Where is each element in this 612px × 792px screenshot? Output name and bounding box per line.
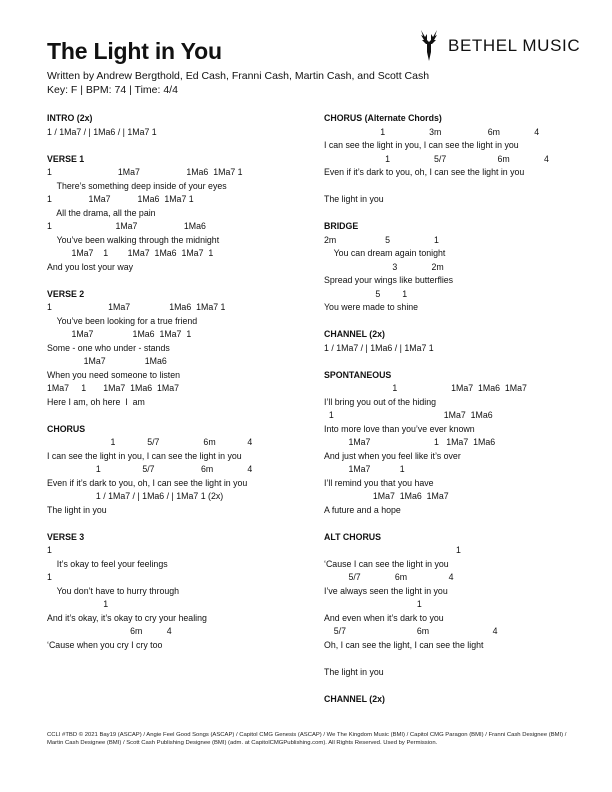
- left-column: [47, 112, 297, 666]
- section-verse-1: [47, 153, 297, 275]
- chord-line: 1 5/7 6m 4: [47, 464, 253, 474]
- section-chorus-alternate-chords: [324, 112, 584, 207]
- lyric-line: The light in you: [324, 194, 384, 204]
- lyric-line: You don’t have to hurry through: [47, 585, 180, 596]
- section-intro-2x: [47, 112, 297, 139]
- section-heading: CHORUS: [47, 423, 86, 434]
- lyric-line: Here I am, oh here I am: [47, 396, 145, 407]
- lyric-line: A future and a hope: [324, 504, 401, 515]
- lyric-line: I can see the light in you, I can see the light in you: [324, 140, 519, 150]
- lyric-line: You’ve been walking through the midnight: [47, 234, 220, 245]
- chord-line: 1 5/7 6m 4: [324, 153, 549, 164]
- lyric-line: There’s something deep inside of your eyes: [47, 180, 227, 191]
- section-heading: BRIDGE: [324, 221, 359, 231]
- section-spontaneous: [324, 369, 584, 518]
- chord-line: 3 2m: [324, 261, 444, 272]
- chord-line: 1Ma7 1 1Ma7 1Ma6 1Ma7 1: [47, 248, 214, 258]
- section-heading: CHANNEL (2x): [324, 693, 385, 704]
- section-heading: VERSE 3: [47, 531, 85, 542]
- section-bridge: [324, 220, 584, 315]
- lyric-line: And just when you feel like it’s over: [324, 450, 461, 461]
- section-alt-chorus: [324, 531, 584, 680]
- section-chorus: [47, 423, 297, 518]
- right-column: [324, 112, 584, 720]
- chord-line: 1 1Ma7 1Ma6 1Ma7 1: [47, 194, 194, 204]
- lyric-line: Even if it’s dark to you, oh, I can see the light in you: [47, 477, 248, 488]
- chord-line: 1 / 1Ma7 / | 1Ma6 / | 1Ma7 1: [324, 342, 434, 353]
- lyric-line: [324, 180, 584, 194]
- section-verse-3: [47, 531, 297, 653]
- lyric-line: When you need someone to listen: [47, 369, 181, 380]
- chord-line: 5 1: [324, 288, 408, 299]
- deer-head-icon: [418, 28, 440, 64]
- chord-line: 2m 5 1: [324, 234, 439, 245]
- chord-line: 1 3m 6m 4: [324, 126, 540, 137]
- lyric-line: Some - one who under - stands: [47, 342, 170, 353]
- chord-line: 1Ma7 1 1Ma7 1Ma6: [324, 437, 496, 447]
- lyric-line: Spread your wings like butterflies: [324, 275, 454, 285]
- lyric-line: You can dream again tonight: [324, 248, 446, 258]
- section-heading: ALT CHORUS: [324, 531, 382, 542]
- page-title: The Light in You: [47, 38, 222, 64]
- chord-line: 1 / 1Ma7 / | 1Ma6 / | 1Ma7 1 (2x): [47, 491, 224, 501]
- lyric-line: And you lost your way: [47, 261, 134, 272]
- lyric-line: I’ll bring you out of the hiding: [324, 396, 436, 407]
- chord-line: 1 1Ma7 1Ma6: [47, 221, 206, 231]
- section-heading: VERSE 1: [47, 153, 85, 164]
- chord-line: 1: [47, 599, 109, 609]
- lyric-line: Oh, I can see the light, I can see the light: [324, 639, 484, 650]
- chord-line: 1 / 1Ma7 / | 1Ma6 / | 1Ma7 1: [47, 126, 157, 137]
- section-heading: CHORUS (Alternate Chords): [324, 113, 442, 123]
- chord-line: 1Ma7 1Ma6 1Ma7: [324, 491, 449, 501]
- lyric-line: Into more love than you’ve ever known: [324, 423, 475, 434]
- lyric-line: You’ve been looking for a true friend: [47, 315, 198, 326]
- lyric-line: It’s okay to feel your feelings: [47, 558, 168, 569]
- chord-line: 1 1Ma7 1Ma6: [324, 410, 493, 420]
- lyric-line: [324, 652, 584, 666]
- chord-line: 1Ma7 1Ma6 1Ma7 1: [47, 329, 192, 339]
- chord-line: 1 1Ma7 1Ma6 1Ma7 1: [47, 302, 226, 312]
- chord-line: 6m 4: [47, 626, 172, 636]
- chord-line: 1 1Ma7 1Ma6 1Ma7: [324, 383, 527, 393]
- song-meta: Key: F | BPM: 74 | Time: 4/4: [47, 84, 178, 96]
- lyric-line: You were made to shine: [324, 302, 419, 312]
- chord-line: 1: [47, 545, 52, 555]
- lyric-line: And it’s okay, it’s okay to cry your healing: [47, 612, 207, 623]
- lyric-line: And even when it’s dark to you: [324, 612, 444, 623]
- brand-name: BETHEL MUSIC: [448, 36, 581, 55]
- section-channel-2x: [324, 328, 584, 355]
- section-heading: CHANNEL (2x): [324, 329, 385, 339]
- chord-line: 1 5/7 6m 4: [47, 437, 253, 447]
- chord-line: 1 1Ma7 1Ma6 1Ma7 1: [47, 167, 243, 177]
- section-heading: VERSE 2: [47, 288, 85, 299]
- section-channel-2x: [324, 693, 584, 707]
- lyric-line: ‘Cause when you cry I cry too: [47, 639, 163, 650]
- song-writers: Written by Andrew Bergthold, Ed Cash, Franni Cash, Martin Cash, and Scott Cash: [47, 70, 430, 82]
- lyric-line: I’ve always seen the light in you: [324, 585, 448, 596]
- lyric-line: I’ll remind you that you have: [324, 477, 434, 488]
- section-verse-2: [47, 288, 297, 410]
- brand-logo: [418, 28, 580, 64]
- lyric-line: ‘Cause I can see the light in you: [324, 558, 449, 569]
- chord-line: 1Ma7 1 1Ma7 1Ma6 1Ma7: [47, 383, 180, 393]
- chord-line: 1Ma7 1Ma6: [47, 356, 167, 366]
- chord-line: 1Ma7 1: [324, 464, 405, 474]
- lyric-line: All the drama, all the pain: [47, 207, 156, 218]
- chord-line: 5/7 6m 4: [324, 626, 498, 636]
- chord-line: 1: [324, 545, 461, 555]
- chord-line: 1: [324, 599, 422, 609]
- section-heading: INTRO (2x): [47, 113, 93, 123]
- copyright-footer: CCLI #TBD © 2021 Bay19 (ASCAP) / Angie Feel Good Songs (ASCAP) / Capitol CMG Genesis (ASCAP) / We The Kingdom Music (BMI) / Capitol CMG Paragon (BMI) / Franni Cash Designee (BMI) / Martin Cash Designee (BMI) / Scott Cash Publishing Designee (BMI) (adm. at CapitolCMGPublishing.com). All Rights Reserved. Used by Permission.: [47, 732, 567, 747]
- section-heading: SPONTANEOUS: [324, 369, 392, 380]
- lyric-line: I can see the light in you, I can see the light in you: [47, 450, 242, 461]
- lyric-line: Even if it’s dark to you, oh, I can see the light in you: [324, 167, 525, 177]
- chord-line: 1: [47, 572, 52, 582]
- lyric-line: The light in you: [47, 504, 107, 515]
- lyric-line: The light in you: [324, 666, 384, 677]
- chord-line: 5/7 6m 4: [324, 572, 454, 582]
